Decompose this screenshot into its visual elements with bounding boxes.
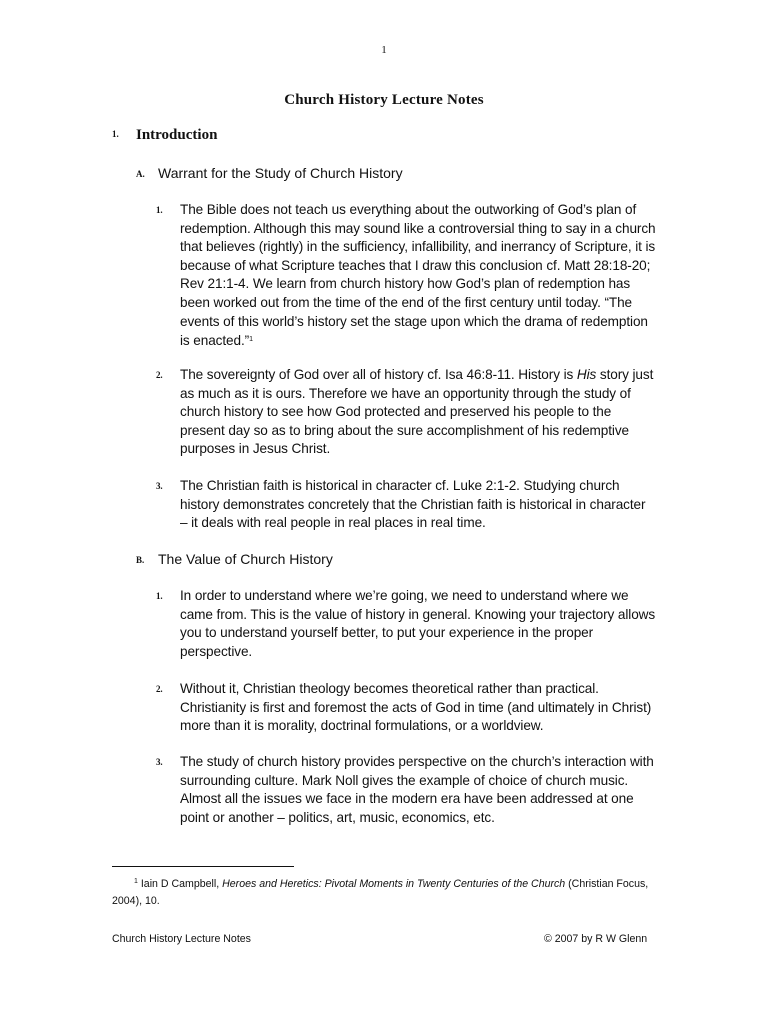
footnote-reference[interactable]: 1 [249,336,253,344]
item-body-start: The sovereignty of God over all of history cf. Isa 46:8-11. History is [180,367,577,382]
document-title: Church History Lecture Notes [284,92,484,108]
footer-copyright: © 2007 by R W Glenn [544,933,648,945]
footnote [112,873,652,910]
list-item-a3 [156,477,656,533]
item-number: 3. [156,481,163,491]
page-number: 1 [381,44,387,56]
list-item-b3 [156,753,656,827]
item-text: The study of church history provides perspective on the church’s interaction with surrounding culture. Mark Noll gives the example of choice of church music. Almost all the issues we face in the modern era have been addressed at one point or another – politics, art, music, economics, etc. [180,754,654,825]
footnote-marker: 1 [134,878,138,885]
footnote-book-title: Heroes and Heretics: Pivotal Moments in Twenty Centuries of the Church [222,878,566,890]
subsection-b-heading-text: The Value of Church History [158,551,333,567]
item-text [180,366,656,459]
footnote-author: Iain D Campbell, [140,878,223,890]
list-item-a2 [156,366,656,459]
subsection-b-heading [136,550,333,569]
item-number: 2. [156,684,163,694]
item-body-end: story just as much as it is ours. Therefore we have an opportunity through the study of church history to see how God protected and preserved his people to the present day so as to bring about the sure accomplishment of his redemptive purposes in Jesus Christ. [180,367,654,457]
section-heading-text: Introduction [136,127,218,143]
item-body-italic: His [576,367,597,382]
list-item-b2 [156,680,656,736]
subsection-a-letter: A. [136,169,145,179]
section-heading [112,127,217,144]
item-number: 1. [156,205,163,215]
item-number: 1. [156,591,163,601]
footer-document-title: Church History Lecture Notes [112,933,251,945]
item-text: Without it, Christian theology becomes theoretical rather than practical. Christianity is first and foremost the acts of God in time (and ultimately in Christ) more than it is morality, doctrinal formulations, or a worldview. [180,681,652,734]
item-text: The Christian faith is historical in character cf. Luke 2:1-2. Studying church history demonstrates concretely that the Christian faith is historical in character – it deals with real people in real places in real time. [180,478,646,531]
footnote-divider [112,866,294,867]
item-text [180,201,656,351]
item-number: 2. [156,370,163,380]
subsection-a-heading [136,164,403,183]
subsection-b-letter: B. [136,555,145,565]
item-body: The Bible does not teach us everything about the outworking of God’s plan of redemption. Although this may sound like a controversial thing to say in a church that believes (rightly) in the sufficiency, infallibility, and inerrancy of Scripture, it is because of what Scripture teaches that I draw this conclusion cf. Matt 28:18-20; Rev 21:1-4. We learn from church history how God’s plan of redemption has been worked out from the time of the end of the first century until today. “The events of this world’s history set the stage upon which the drama of redemption is enacted.” [180,202,656,349]
footnote-publication: (Christian Focus, 2004), 10. [112,878,649,907]
subsection-a-heading-text: Warrant for the Study of Church History [158,165,403,181]
section-number: 1. [112,129,119,139]
list-item-a1 [156,201,656,351]
item-text: In order to understand where we’re going, we need to understand where we came from. This is the value of history in general. Knowing your trajectory allows you to understand yourself better, to put your experience in the proper perspective. [180,588,656,659]
item-number: 3. [156,757,163,767]
list-item-b1 [156,587,656,661]
